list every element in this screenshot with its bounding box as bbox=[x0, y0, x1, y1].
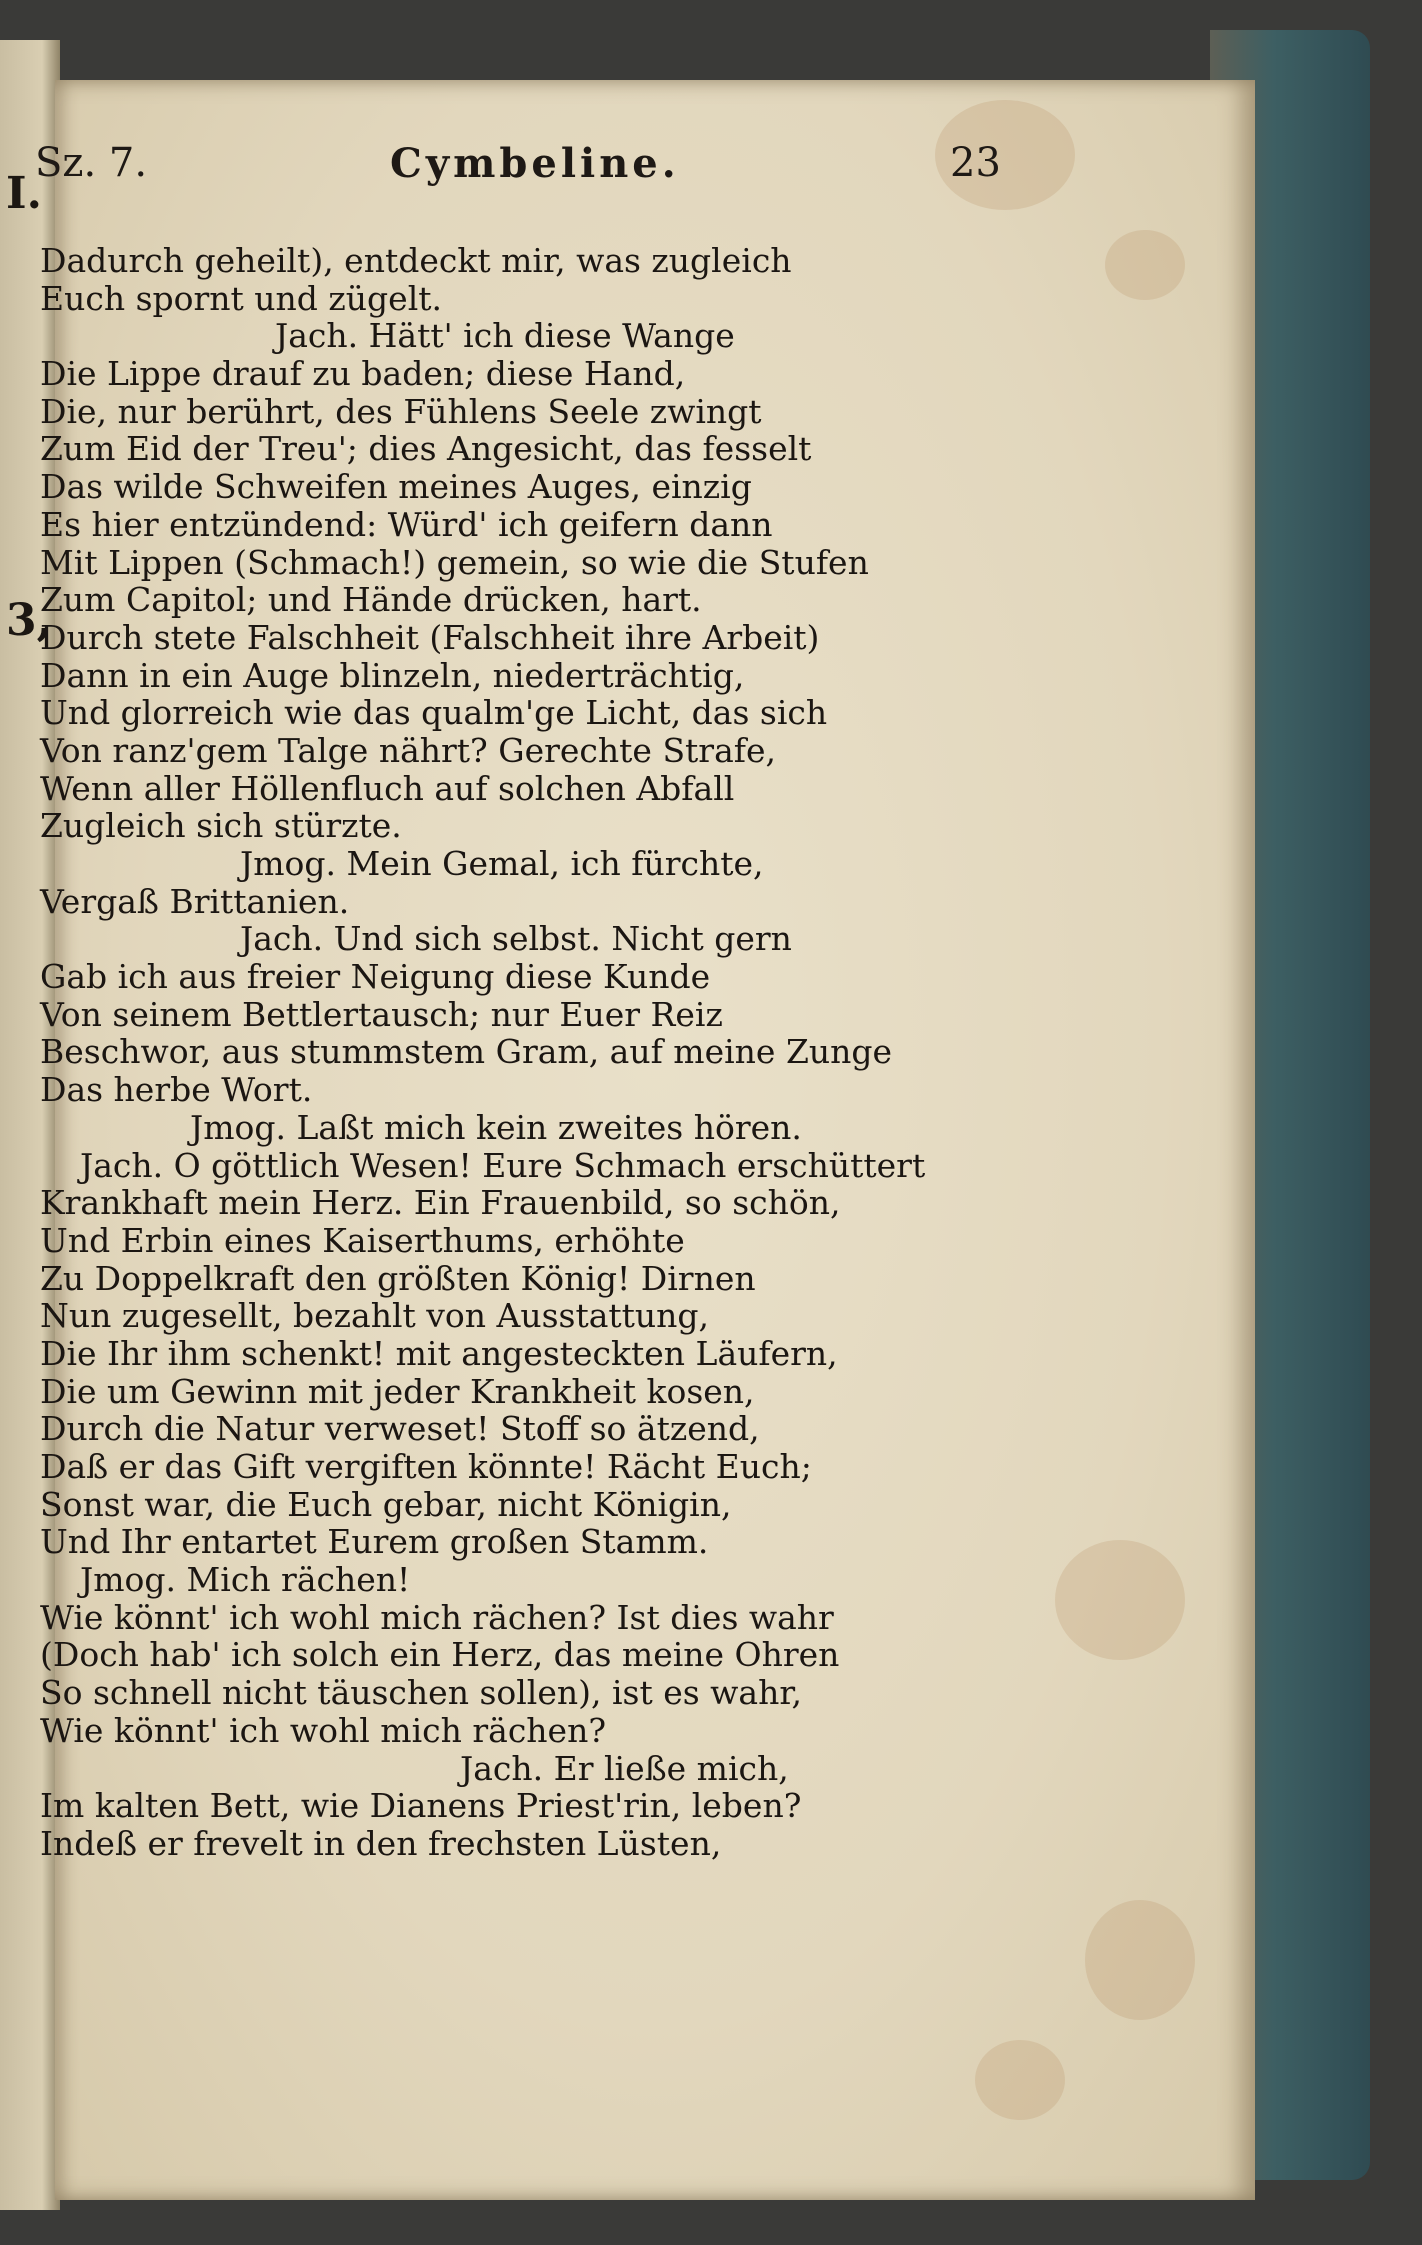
text-line: Jach. O göttlich Wesen! Eure Schmach erschüttert bbox=[80, 1145, 926, 1185]
text-line: Wie könnt' ich wohl mich rächen? bbox=[40, 1710, 607, 1750]
text-line: (Doch hab' ich solch ein Herz, das meine Ohren bbox=[40, 1635, 840, 1675]
text-line: Von ranz'gem Talge nährt? Gerechte Strafe, bbox=[40, 730, 776, 770]
text-line: Indeß er frevelt in den frechsten Lüsten, bbox=[40, 1823, 722, 1863]
text-line: Euch spornt und zügelt. bbox=[40, 278, 442, 318]
text-line: Dann in ein Auge blinzeln, niederträchtig, bbox=[40, 655, 745, 695]
text-line: Zum Capitol; und Hände drücken, hart. bbox=[40, 580, 702, 620]
text-line: Jmog. Mich rächen! bbox=[80, 1560, 411, 1600]
text-line: Zu Doppelkraft den größten König! Dirnen bbox=[40, 1258, 756, 1298]
text-line: Die um Gewinn mit jeder Krankheit kosen, bbox=[40, 1371, 755, 1411]
text-line: Durch stete Falschheit (Falschheit ihre Arbeit) bbox=[40, 617, 820, 657]
text-line: Jach. Und sich selbst. Nicht gern bbox=[240, 919, 792, 959]
text-line: Gab ich aus freier Neigung diese Kunde bbox=[40, 957, 711, 997]
text-line: Das wilde Schweifen meines Auges, einzig bbox=[40, 467, 752, 507]
text-line: Jach. Hätt' ich diese Wange bbox=[275, 316, 735, 356]
text-line: Durch die Natur verweset! Stoff so ätzend, bbox=[40, 1409, 760, 1449]
left-page-fragment: 3, bbox=[6, 595, 52, 646]
text-line: Vergaß Brittanien. bbox=[40, 881, 350, 921]
text-line: Wie könnt' ich wohl mich rächen? Ist dies wahr bbox=[40, 1597, 834, 1637]
left-page-marker: I. bbox=[6, 168, 42, 219]
text-line: Die Lippe drauf zu baden; diese Hand, bbox=[40, 354, 686, 394]
text-line: So schnell nicht täuschen sollen), ist es wahr, bbox=[40, 1673, 802, 1713]
text-line: Die, nur berührt, des Fühlens Seele zwingt bbox=[40, 391, 762, 431]
text-line: Nun zugesellt, bezahlt von Ausstattung, bbox=[40, 1296, 710, 1336]
text-line: Von seinem Bettlertausch; nur Euer Reiz bbox=[40, 994, 723, 1034]
text-line: Mit Lippen (Schmach!) gemein, so wie die Stufen bbox=[40, 542, 869, 582]
text-line: Und Ihr entartet Eurem großen Stamm. bbox=[40, 1522, 709, 1562]
text-line: Im kalten Bett, wie Dianens Priest'rin, leben? bbox=[40, 1786, 802, 1826]
text-line: Und Erbin eines Kaiserthums, erhöhte bbox=[40, 1220, 685, 1260]
text-line: Dadurch geheilt), entdeckt mir, was zugleich bbox=[40, 241, 792, 280]
text-line: Krankhaft mein Herz. Ein Frauenbild, so schön, bbox=[40, 1183, 841, 1223]
page-header bbox=[0, 140, 1422, 220]
text-line: Jmog. Laßt mich kein zweites hören. bbox=[190, 1107, 802, 1147]
page-number: 23 bbox=[950, 140, 1001, 186]
text-line: Wenn aller Höllenfluch auf solchen Abfall bbox=[40, 768, 735, 808]
text-line: Daß er das Gift vergiften könnte! Rächt Euch; bbox=[40, 1447, 812, 1486]
scene-label: Sz. 7. bbox=[35, 140, 148, 186]
text-line: Sonst war, die Euch gebar, nicht Königin, bbox=[40, 1484, 732, 1524]
text-line: Das herbe Wort. bbox=[40, 1070, 313, 1110]
text-line: Jmog. Mein Gemal, ich fürchte, bbox=[240, 844, 764, 883]
text-line: Die Ihr ihm schenkt! mit angesteckten Läufern, bbox=[40, 1333, 838, 1373]
text-line: Es hier entzündend: Würd' ich geifern dann bbox=[40, 504, 773, 544]
text-line: Beschwor, aus stummstem Gram, auf meine Zunge bbox=[40, 1032, 893, 1072]
text-line: Jach. Er ließe mich, bbox=[460, 1748, 789, 1788]
text-line: Und glorreich wie das qualm'ge Licht, das sich bbox=[40, 693, 828, 733]
text-line: Zugleich sich stürzte. bbox=[40, 806, 402, 846]
verse-text bbox=[40, 242, 1160, 1863]
running-title: Cymbeline. bbox=[390, 140, 680, 187]
text-line: Zum Eid der Treu'; dies Angesicht, das fesselt bbox=[40, 429, 812, 469]
